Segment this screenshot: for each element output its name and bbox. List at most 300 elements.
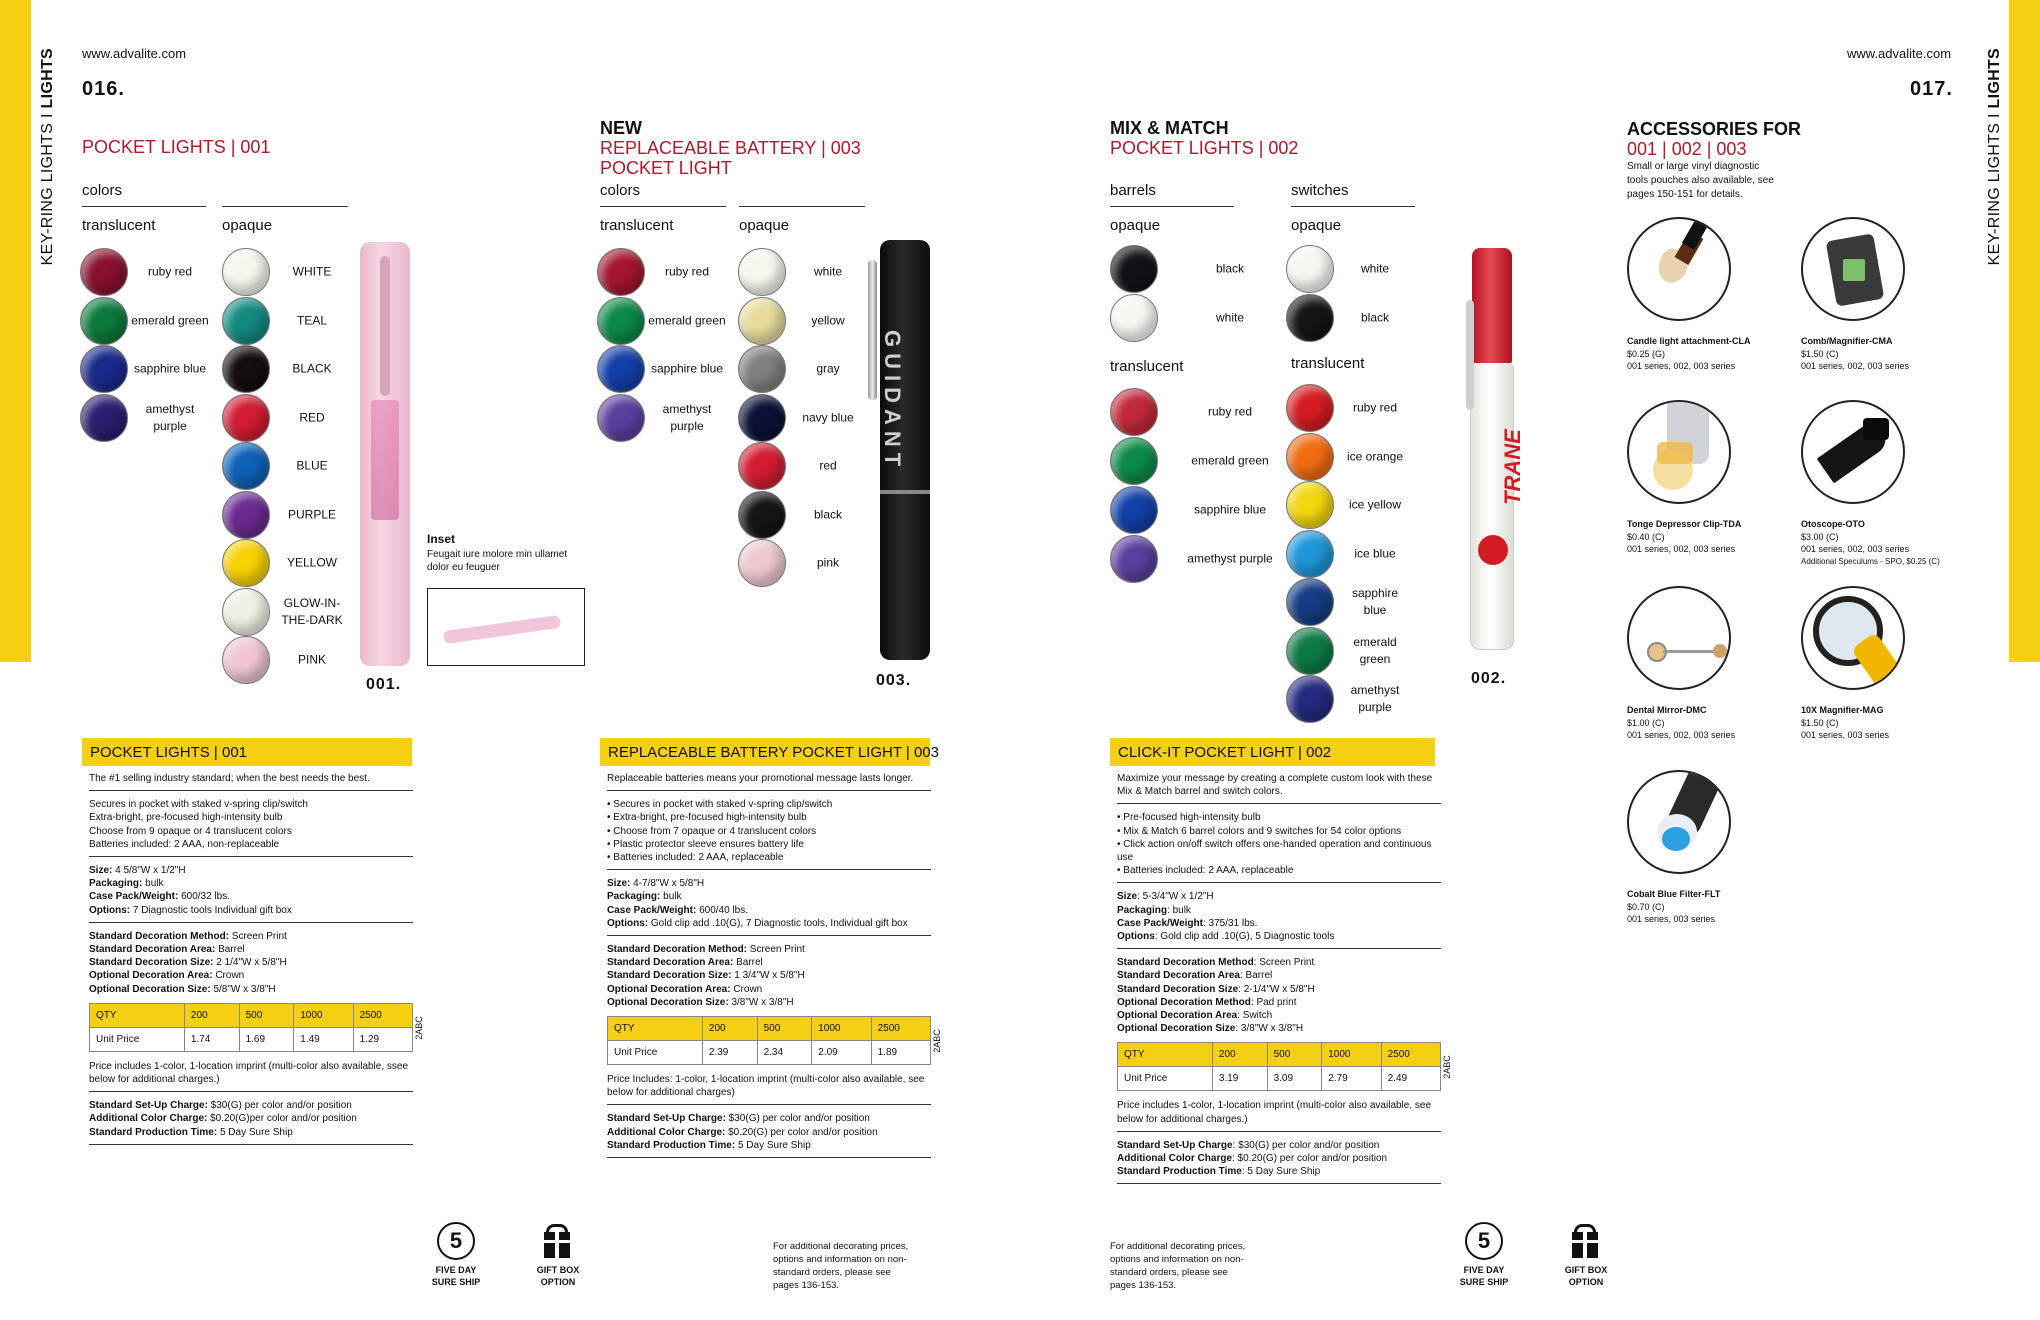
p003-spec-value: Gold clip add .10(G), 7 Diagnostic tools, Individual gift box (648, 917, 908, 929)
p003-box-title: REPLACEABLE BATTERY POCKET LIGHT | 003 (600, 738, 930, 766)
p002-price-note: Price includes 1-color, 1-location imprint (multi-color also available, see below for additional charges.) (1117, 1099, 1441, 1131)
p001-spec-item (89, 904, 413, 917)
p003-title-line2: POCKET LIGHT (600, 158, 732, 178)
p001-price-cell: 1.69 (239, 1027, 294, 1051)
p002-barrel-opaque-swatch (1110, 294, 1158, 342)
p001-opaque-swatch-label: RED (299, 410, 325, 424)
p003-charge-key: Standard Set-Up Charge: (607, 1113, 726, 1125)
p001-spec-key: Packaging: (89, 878, 143, 890)
p003-title-new: NEW (600, 118, 642, 138)
p002-switch-translucent-swatch-label: ice yellow (1348, 497, 1402, 512)
p001-price-table (89, 1003, 413, 1052)
p003-spec-item (607, 917, 931, 930)
right-yellow-bar (2009, 0, 2040, 662)
p003-opaque-swatch (738, 248, 786, 296)
p003-charge-item (607, 1126, 931, 1139)
p002-spec-item (1117, 890, 1441, 903)
p001-inset-pen (443, 615, 562, 644)
gift-line1: GIFT BOX (1564, 1265, 1608, 1275)
p002-spec-key: Case Pack/Weight (1117, 917, 1203, 929)
p001-decoration-key: Standard Decoration Size: (89, 957, 214, 969)
p003-price-row (608, 1041, 931, 1065)
p003-price-cell: 1.89 (871, 1041, 930, 1065)
accessory-series: 001 series, 003 series (1627, 914, 1716, 924)
p002-decoration-item (1117, 983, 1441, 996)
accessory-label (1627, 518, 1797, 556)
p001-charge-key: Additional Color Charge: (89, 1113, 208, 1125)
p002-price-table (1117, 1042, 1441, 1091)
p002-barrel-translucent-swatch-label: emerald green (1191, 453, 1269, 468)
p001-charge-key: Standard Production Time: (89, 1126, 218, 1138)
five-day-line1: FIVE DAY (435, 1265, 477, 1275)
gift-line2: OPTION (1568, 1277, 1604, 1287)
p001-inset-title: Inset (427, 532, 456, 546)
p002-decoration-list (1117, 956, 1441, 1040)
p002-pen-imprint: TRANE (1500, 429, 1525, 505)
p003-title-line1: REPLACEABLE BATTERY | 003 (600, 138, 861, 158)
p003-pen-band (880, 490, 930, 494)
p003-decoration-key: Optional Decoration Size: (607, 996, 729, 1008)
p002-switch-translucent-swatch (1286, 384, 1334, 432)
p003-opaque-swatch (738, 491, 786, 539)
p002-barrel-translucent-swatch-label: amethyst purple (1187, 551, 1273, 566)
p001-charge-item (89, 1099, 413, 1112)
gift-bow (546, 1224, 568, 1232)
p002-barrels-label: barrels (1110, 182, 1156, 199)
p001-price-note: Price includes 1-color, 1-location imprint (multi-color also available, ssee below for additional charges.) (89, 1060, 413, 1092)
p002-decoration-key: Standard Decoration Area (1117, 970, 1240, 982)
p003-pen-imprint: GUIDANT (880, 330, 905, 473)
p001-decoration-key: Optional Decoration Size: (89, 983, 211, 995)
p001-decoration-item (89, 956, 413, 969)
p003-opaque-swatch-label: red (819, 458, 837, 473)
p003-translucent-swatch (597, 345, 645, 393)
p001-opaque-swatch-label: TEAL (296, 313, 327, 327)
p002-decoration-item (1117, 956, 1441, 969)
p002-feature-item: • Pre-focused high-intensity bulb (1117, 812, 1261, 824)
p002-charge-value: : $30(G) per color and/or position (1232, 1139, 1380, 1151)
p001-charge-item (89, 1112, 413, 1125)
accessory-image (1627, 400, 1731, 504)
left-yellow-bar (0, 0, 31, 662)
p001-translucent-swatch-label: emerald green (131, 313, 209, 327)
p003-feature-item: • Plastic protector sleeve ensures battery life (607, 838, 804, 850)
gift-ribbon (1583, 1232, 1587, 1258)
p002-price-cell: 3.19 (1212, 1067, 1267, 1091)
p001-charge-value: $30(G) per color and/or position (207, 1100, 352, 1112)
p001-translucent-swatch-label: sapphire blue (133, 361, 207, 376)
p001-price-header-cell: 200 (184, 1003, 239, 1027)
p002-decoration-value: : Pad print (1250, 996, 1297, 1008)
right-url[interactable]: www.advalite.com (1847, 46, 1952, 61)
p002-switch-translucent-swatch (1286, 627, 1334, 675)
p002-barrel-opaque-swatch-label: black (1215, 261, 1244, 276)
p002-decoration-item (1117, 1009, 1441, 1022)
p001-inset-image (427, 588, 585, 666)
p001-translucent-swatch (80, 297, 128, 345)
accessories-title: ACCESSORIES FOR (1627, 119, 1802, 139)
p002-spec-key: Options (1117, 931, 1155, 943)
p002-decoration-key: Optional Decoration Size (1117, 1023, 1236, 1035)
divider (739, 206, 865, 207)
p001-translucent-label: translucent (82, 217, 156, 234)
five-day-line2: SURE SHIP (431, 1277, 481, 1287)
p003-price-header-cell: 2500 (871, 1017, 930, 1041)
p001-opaque-swatch-label: PINK (297, 652, 326, 667)
p003-opaque-swatch-label: yellow (811, 313, 845, 327)
p003-price-header-cell: 500 (757, 1017, 812, 1041)
p002-features (1117, 811, 1441, 883)
p002-charge-item (1117, 1165, 1441, 1178)
p003-opaque-swatch (738, 345, 786, 393)
p003-charge-value: $0.20(G) per color and/or position (725, 1126, 878, 1138)
accessory-label (1627, 704, 1797, 742)
p003-decoration-key: Standard Decoration Area: (607, 957, 734, 969)
p002-price-row (1118, 1067, 1441, 1091)
p003-spec-item (607, 904, 931, 917)
p002-product-code: 002. (1471, 670, 1507, 687)
p003-features (607, 798, 931, 870)
p003-translucent-swatch-label: amethyst purple (662, 401, 712, 433)
p001-spec-value: 4 5/8"W x 1/2"H (112, 865, 186, 877)
p001-spec-item (89, 877, 413, 890)
p002-switch-translucent-swatch-label: emerald green (1353, 634, 1397, 666)
p001-decoration-value: 2 1/4"W x 5/8"H (213, 957, 287, 969)
p002-decoration-value: : 3/8"W x 3/8"H (1235, 1023, 1304, 1035)
p003-spec-list (607, 877, 931, 936)
p003-opaque-swatch (738, 394, 786, 442)
p002-price-cell: Unit Price (1118, 1067, 1213, 1091)
p001-decoration-item (89, 930, 413, 943)
p002-decoration-item (1117, 996, 1441, 1009)
p003-charges (607, 1112, 931, 1158)
accessory-illustration-part (1713, 644, 1727, 658)
p003-opaque-swatch-label: black (813, 507, 842, 521)
p002-decoration-item (1117, 1022, 1441, 1035)
gift-line2: OPTION (540, 1277, 576, 1287)
p003-decoration-value: Screen Print (747, 944, 805, 956)
p001-spec-key: Case Pack/Weight: (89, 891, 179, 903)
p003-opaque-swatch (738, 539, 786, 587)
accessory-note: Additional Speculums - SPO, $0.25 (C) (1801, 556, 1940, 566)
p001-decoration-item (89, 943, 413, 956)
p002-decoration-key: Standard Decoration Method (1117, 957, 1254, 969)
p003-price-cell: 2.09 (812, 1041, 871, 1065)
p002-barrel-translucent-swatch (1110, 486, 1158, 534)
p003-price-cell: 2.34 (757, 1041, 812, 1065)
p002-switches-label: switches (1291, 182, 1349, 199)
p001-spec-key: Size: (89, 865, 113, 877)
p001-opaque-swatch-label: PURPLE (287, 507, 337, 521)
accessory-name: Tonge Depressor Clip-TDA (1627, 519, 1742, 529)
gift-ribbon (555, 1232, 559, 1258)
left-page-number: 016. (82, 78, 125, 100)
divider (1291, 206, 1415, 207)
p001-pen-clip (380, 256, 390, 396)
p002-price-header-row (1118, 1043, 1441, 1067)
p001-product-code: 001. (366, 676, 402, 693)
p002-feature-item: • Batteries included: 2 AAA, replaceable (1117, 865, 1294, 877)
p003-price-table (607, 1016, 931, 1065)
accessory-name: Candle light attachment-CLA (1627, 336, 1751, 346)
p001-features (89, 798, 413, 857)
p003-price-code: 2ABC (931, 1029, 942, 1053)
p002-spec-key: Size (1117, 891, 1138, 903)
p002-charges (1117, 1139, 1441, 1185)
p002-switch-translucent-swatch (1286, 675, 1334, 723)
p003-decoration-item (607, 996, 931, 1009)
p003-charge-item (607, 1139, 931, 1152)
p003-opaque-swatch-label: white (813, 264, 842, 279)
p001-translucent-swatch (80, 248, 128, 296)
accessory-price: $0.40 (C) (1627, 531, 1665, 542)
p002-switch-opaque-swatch (1286, 245, 1334, 293)
p002-barrels-translucent-label: translucent (1110, 358, 1184, 375)
p002-price-header-cell: QTY (1118, 1043, 1213, 1067)
p003-price-header-row (608, 1017, 931, 1041)
accessory-price: $1.50 (C) (1801, 348, 1839, 359)
p003-decoration-value: 1 3/4"W x 5/8"H (731, 970, 805, 982)
p002-barrel-translucent-swatch (1110, 535, 1158, 583)
accessory-image (1801, 217, 1905, 321)
five-day-line1: FIVE DAY (1463, 1265, 1505, 1275)
accessory-price: $1.00 (C) (1627, 717, 1665, 728)
five-day-icon: 5 (437, 1222, 475, 1260)
divider (600, 206, 726, 207)
p001-opaque-swatch-label: WHITE (292, 264, 332, 279)
p001-spec-key: Options: (89, 904, 131, 916)
p003-price-note: Price Includes: 1-color, 1-location imprint (multi-color also available, see below for additional charges) (607, 1073, 931, 1105)
gift-box-label (528, 1264, 588, 1288)
p001-charge-value: $0.20(G)per color and/or position (207, 1113, 357, 1125)
p003-spec-value: 4-7/8"W x 5/8"H (630, 878, 705, 890)
gift-bow (1574, 1224, 1596, 1232)
p002-switch-translucent-swatch (1286, 481, 1334, 529)
p003-opaque-label: opaque (739, 217, 790, 234)
p001-price-cell: 1.49 (294, 1027, 353, 1051)
p003-decoration-value: Barrel (733, 957, 763, 969)
p002-feature-item: • Click action on/off switch offers one-handed operation and continuous use (1117, 838, 1432, 864)
accessory-illustration-part (1663, 650, 1717, 653)
gift-box-icon (1572, 1232, 1598, 1258)
p003-translucent-label: translucent (600, 217, 674, 234)
p002-title-mix: MIX & MATCH (1110, 118, 1229, 138)
p003-opaque-swatch (738, 442, 786, 490)
p001-charge-value: 5 Day Sure Ship (217, 1126, 293, 1138)
p002-switch-translucent-swatch-label: ice blue (1354, 546, 1396, 560)
p003-feature-item: • Extra-bright, pre-focused high-intensity bulb (607, 812, 807, 824)
p003-price-cell: Unit Price (608, 1041, 703, 1065)
p003-decoration-item (607, 956, 931, 969)
p002-barrel-translucent-swatch-label: sapphire blue (1193, 502, 1267, 517)
p001-translucent-swatch (80, 394, 128, 442)
accessories-subtitle: 001 | 002 | 003 (1627, 139, 1747, 159)
p001-charges (89, 1099, 413, 1145)
accessory-series: 001 series, 002, 003 series (1801, 361, 1910, 371)
p003-translucent-swatch (597, 248, 645, 296)
p001-title: POCKET LIGHTS | 001 (82, 137, 271, 157)
p002-switches-translucent-label: translucent (1291, 355, 1365, 372)
p001-translucent-swatch-label: amethyst purple (145, 401, 195, 433)
p001-feature-item: Extra-bright, pre-focused high-intensity bulb (89, 812, 283, 824)
p003-decoration-value: 3/8"W x 3/8"H (728, 996, 794, 1008)
p002-switch-opaque-swatch-label: white (1360, 261, 1389, 276)
p002-decoration-value: : Barrel (1240, 970, 1273, 982)
gift-box-icon (544, 1232, 570, 1258)
p001-price-header-cell: 2500 (353, 1003, 412, 1027)
p003-charge-value: 5 Day Sure Ship (735, 1139, 811, 1151)
p001-decoration-value: Screen Print (229, 930, 287, 942)
p003-opaque-swatch-label: navy blue (802, 410, 854, 424)
p002-decoration-value: : Switch (1237, 1010, 1273, 1022)
p002-switch-translucent-swatch-label: sapphire blue (1351, 586, 1399, 617)
p003-price-cell: 2.39 (702, 1041, 757, 1065)
left-side-label: KEY-RING LIGHTS I LIGHTS (39, 48, 56, 266)
p003-spec-key: Options: (607, 917, 649, 929)
p003-translucent-swatch (597, 394, 645, 442)
p001-spec-item (89, 890, 413, 903)
p002-switch-translucent-swatch-label: amethyst purple (1350, 683, 1400, 714)
accessory-series: 001 series, 002, 003 series (1627, 544, 1736, 554)
p002-charge-value: : $0.20(G) per color and/or position (1232, 1153, 1388, 1165)
p003-pen-clip (868, 260, 877, 400)
p002-pen-clip (1466, 300, 1474, 410)
accessory-label (1801, 335, 1971, 373)
p002-charge-key: Standard Set-Up Charge (1117, 1139, 1233, 1151)
p002-switch-translucent-swatch (1286, 578, 1334, 626)
p002-decoration-key: Optional Decoration Method (1117, 996, 1251, 1008)
accessory-label (1801, 704, 1971, 742)
accessory-label (1627, 888, 1797, 926)
p002-spec-value: : 375/31 lbs. (1202, 917, 1258, 929)
gift-box-label (1556, 1264, 1616, 1288)
p001-pen-logo (371, 400, 399, 520)
p003-price-header-cell: QTY (608, 1017, 703, 1041)
p002-spec-list (1117, 890, 1441, 949)
p001-opaque-swatch (222, 588, 270, 636)
accessory-illustration-part (1843, 259, 1865, 281)
accessory-price: $3.00 (C) (1801, 531, 1839, 542)
p002-barrel-opaque-swatch (1110, 245, 1158, 293)
p001-decoration-key: Standard Decoration Method: (89, 930, 230, 942)
p003-decoration-item (607, 943, 931, 956)
divider (222, 206, 348, 207)
p001-opaque-swatch (222, 539, 270, 587)
accessory-series: 001 series, 002, 003 series (1627, 361, 1736, 371)
accessories-intro: Small or large vinyl diagnostic tools pouches also available, see pages 150-151 for details. (1627, 161, 1774, 200)
p002-price-header-cell: 200 (1212, 1043, 1267, 1067)
p001-opaque-swatch (222, 297, 270, 345)
p001-opaque-swatch-label: BLUE (296, 458, 328, 473)
accessory-name: Dental Mirror-DMC (1627, 705, 1707, 715)
p002-price-header-cell: 500 (1267, 1043, 1322, 1067)
p002-decoration-key: Standard Decoration Size (1117, 983, 1239, 995)
p001-feature-item: Secures in pocket with staked v-spring clip/switch (89, 799, 308, 811)
accessory-name: Cobalt Blue Filter-FLT (1627, 889, 1721, 899)
five-day-label (425, 1264, 487, 1288)
p003-decoration-list (607, 943, 931, 1014)
gift-ribbon (1572, 1240, 1598, 1243)
p001-tagline: The #1 selling industry standard; when the best needs the best. (89, 772, 413, 791)
accessory-illustration-part (1657, 442, 1693, 464)
p001-opaque-swatch (222, 636, 270, 684)
p003-product-code: 003. (876, 672, 912, 689)
p002-spec-item (1117, 917, 1441, 930)
p002-switch-opaque-swatch-label: black (1360, 310, 1389, 325)
p002-decoration-value: : Screen Print (1253, 957, 1315, 969)
p003-decoration-item (607, 983, 931, 996)
p001-box-title: POCKET LIGHTS | 001 (82, 738, 412, 766)
p001-opaque-swatch-label: BLACK (292, 361, 332, 376)
p001-spec-list (89, 864, 413, 923)
p003-spec-value: bulk (660, 891, 682, 903)
p002-price-cell: 2.49 (1381, 1067, 1440, 1091)
p002-feature-item: • Mix & Match 6 barrel colors and 9 switches for 54 color options (1117, 825, 1402, 837)
p002-spec-value: : Gold clip add .10(G), 5 Diagnostic tools (1154, 931, 1335, 943)
p003-translucent-swatch-label: emerald green (648, 313, 726, 327)
p003-decoration-key: Standard Decoration Method: (607, 944, 748, 956)
accessory-name: 10X Magnifier-MAG (1801, 705, 1884, 715)
p001-price-header-cell: 500 (239, 1003, 294, 1027)
p003-spec-item (607, 890, 931, 903)
p001-translucent-swatch (80, 345, 128, 393)
p001-opaque-swatch (222, 491, 270, 539)
p002-barrel-opaque-swatch-label: white (1215, 310, 1244, 325)
p002-barrels-opaque-label: opaque (1110, 217, 1161, 234)
p001-decoration-key: Standard Decoration Area: (89, 944, 216, 956)
accessory-image (1627, 217, 1731, 321)
five-day-label (1453, 1264, 1515, 1288)
p003-charge-key: Standard Production Time: (607, 1139, 736, 1151)
p002-switch-translucent-swatch-label: ruby red (1352, 400, 1398, 415)
p003-spec-value: 600/40 lbs. (696, 904, 749, 916)
p001-price-cell: 1.29 (353, 1027, 412, 1051)
p001-decoration-value: Crown (212, 970, 245, 982)
p001-price-row (90, 1027, 413, 1051)
accessory-illustration-part (1662, 827, 1690, 851)
p001-price-cell: 1.74 (184, 1027, 239, 1051)
p001-spec-value: 7 Diagnostic tools Individual gift box (130, 904, 292, 916)
accessory-series: 001 series, 003 series (1801, 730, 1890, 740)
p002-price-header-cell: 2500 (1381, 1043, 1440, 1067)
p003-opaque-swatch (738, 297, 786, 345)
left-url[interactable]: www.advalite.com (82, 46, 187, 61)
p002-decoration-item (1117, 969, 1441, 982)
p001-opaque-swatch (222, 345, 270, 393)
p003-spec-key: Size: (607, 878, 631, 890)
p003-translucent-swatch (597, 297, 645, 345)
p001-opaque-swatch (222, 394, 270, 442)
p002-spec-key: Packaging (1117, 904, 1168, 916)
p003-decoration-item (607, 969, 931, 982)
p001-spec-value: 600/32 lbs. (178, 891, 231, 903)
p003-charge-item (607, 1112, 931, 1125)
p002-spec-value: : bulk (1167, 904, 1191, 916)
p001-decoration-item (89, 969, 413, 982)
accessory-image (1801, 586, 1905, 690)
p001-opaque-swatch (222, 248, 270, 296)
p002-barrel-translucent-swatch (1110, 388, 1158, 436)
p002-box-title: CLICK-IT POCKET LIGHT | 002 (1110, 738, 1435, 766)
p003-decoration-value: Crown (730, 983, 763, 995)
p003-decoration-key: Optional Decoration Area: (607, 983, 731, 995)
p002-charge-key: Standard Production Time (1117, 1166, 1242, 1178)
p002-price-header-cell: 1000 (1322, 1043, 1381, 1067)
p001-opaque-swatch (222, 442, 270, 490)
p003-charge-key: Additional Color Charge: (607, 1126, 726, 1138)
p003-translucent-swatch-label: sapphire blue (650, 361, 724, 376)
accessory-image (1801, 400, 1905, 504)
